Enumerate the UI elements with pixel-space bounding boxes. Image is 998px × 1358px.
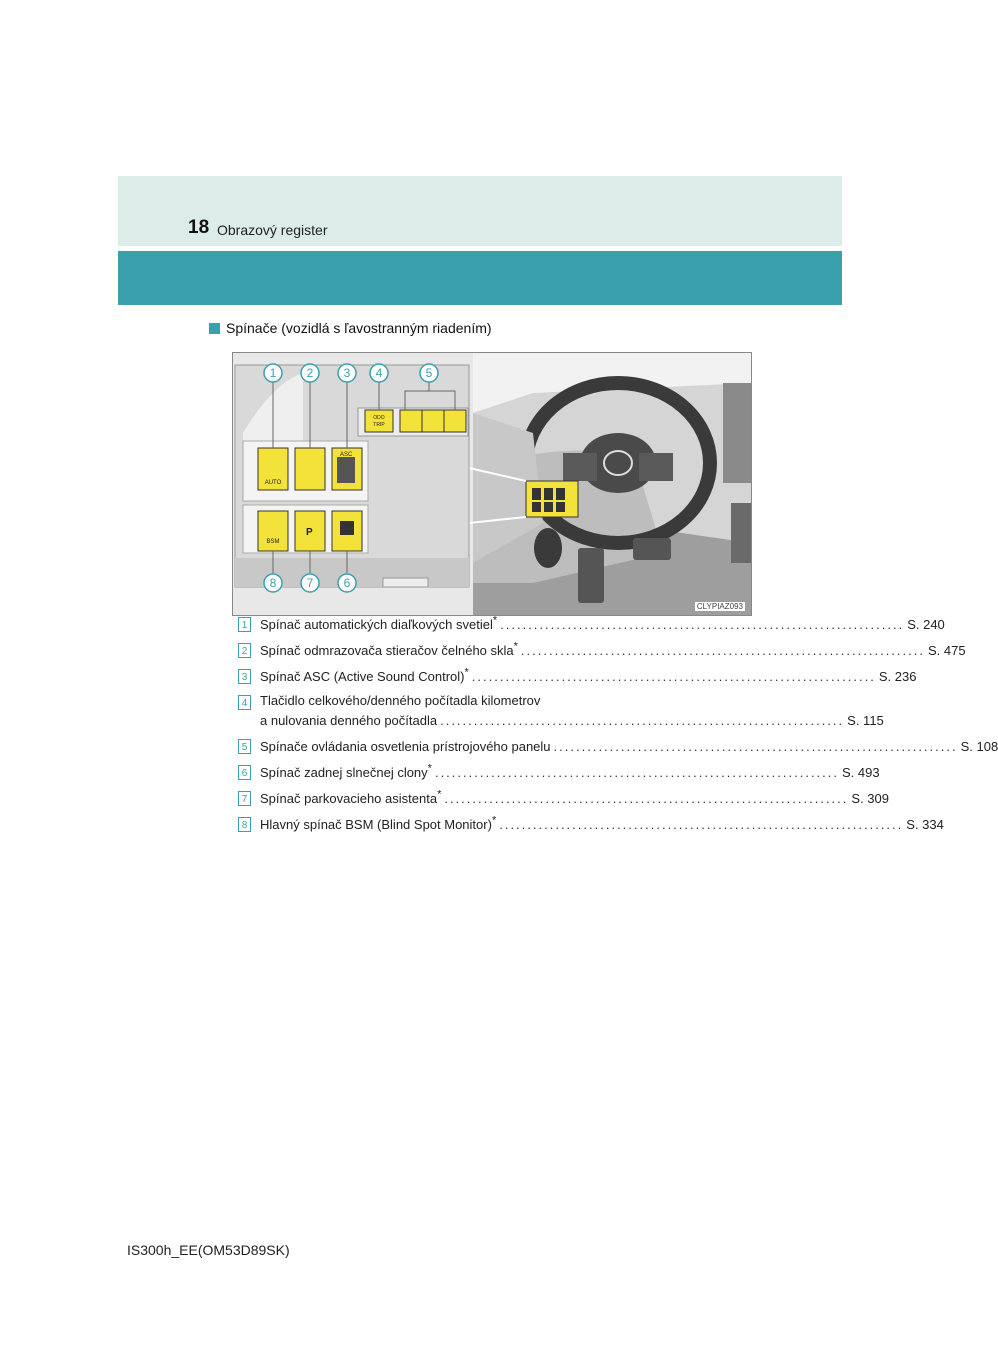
item-label-line1: Tlačidlo celkového/denného počítadla kilometrov [260, 693, 541, 708]
item-number: 7 [238, 791, 251, 806]
callout-7: 7 [306, 576, 314, 590]
item-label-text: Spínače ovládania osvetlenia prístrojového panelu [260, 739, 551, 754]
leader-dots: ........................................................................ [553, 739, 958, 754]
item-label-text: Spínač zadnej slnečnej clony [260, 765, 428, 780]
illustration-svg [233, 353, 751, 615]
item-label-text: Hlavný spínač BSM (Blind Spot Monitor) [260, 817, 492, 832]
page-title: Obrazový register [217, 222, 328, 238]
item-label [260, 713, 437, 728]
asterisk: * [427, 762, 432, 775]
item-label-text: Spínač parkovacieho asistenta [260, 791, 438, 806]
callout-6: 6 [343, 576, 351, 590]
footer-model-code: IS300h_EE(OM53D89SK) [127, 1242, 290, 1258]
asterisk: * [513, 640, 518, 653]
item-label [260, 640, 518, 658]
section-heading-text: Spínače (vozidlá s ľavostranným riadením) [226, 320, 492, 336]
item-label [260, 739, 551, 754]
callout-5: 5 [425, 366, 433, 380]
item-label [260, 788, 442, 806]
leader-dots: ........................................................................ [434, 765, 840, 780]
odo-label: ODO [373, 415, 385, 421]
item-page-link[interactable]: S. 493 [842, 765, 880, 780]
item-number: 4 [238, 695, 251, 710]
item-number: 6 [238, 765, 251, 780]
section-heading [209, 320, 492, 336]
callout-3: 3 [343, 366, 351, 380]
item-label [260, 614, 498, 632]
leader-dots: ........................................................................ [520, 643, 925, 658]
callout-8: 8 [269, 576, 277, 590]
list-item [238, 762, 880, 783]
asc-label: ASC [340, 452, 353, 458]
list-item [238, 739, 998, 757]
leader-dots: ........................................................................ [440, 713, 845, 728]
item-label [260, 666, 469, 684]
item-page-link[interactable]: S. 236 [878, 669, 917, 684]
item-number: 8 [238, 817, 251, 832]
item-page-link[interactable]: S. 309 [851, 791, 889, 806]
item-page-link[interactable]: S. 334 [906, 817, 944, 832]
list-item [238, 666, 917, 687]
switches-illustration [232, 352, 752, 616]
figure-code: CLYPIAZ093 [696, 602, 743, 611]
bsm-label: BSM [266, 539, 280, 545]
trip-label: TRIP [373, 422, 385, 428]
item-label-text: Spínač ASC (Active Sound Control) [260, 669, 465, 684]
leader-dots: ........................................................................ [500, 617, 905, 632]
item-number: 2 [238, 643, 251, 658]
asterisk: * [492, 614, 498, 627]
list-item [238, 788, 889, 809]
leader-dots: ........................................................................ [471, 669, 876, 684]
list-item [238, 640, 966, 661]
list-item [238, 814, 944, 835]
item-page-link[interactable]: S. 475 [927, 643, 966, 658]
auto-label: AUTO [264, 480, 282, 486]
leader-dots: ........................................................................ [499, 817, 904, 832]
item-number: 5 [238, 739, 251, 754]
item-number: 3 [238, 669, 251, 684]
item-page-link[interactable]: S. 240 [907, 617, 945, 632]
item-label-text: a nulovania denného počítadla [260, 713, 438, 728]
section-bar [118, 251, 842, 305]
asterisk: * [491, 814, 497, 827]
leader-dots: ........................................................................ [444, 791, 849, 806]
asterisk: * [464, 666, 469, 679]
callout-2: 2 [306, 366, 314, 380]
item-label-text: Spínač automatických diaľkových svetiel [260, 617, 493, 632]
item-number: 1 [238, 617, 251, 632]
page-number: 18 [188, 217, 210, 238]
callout-4: 4 [375, 366, 383, 380]
list-item [238, 693, 884, 731]
square-bullet-icon [209, 323, 220, 334]
item-page-link[interactable]: S. 108 [960, 739, 998, 754]
p-label: P [306, 527, 313, 538]
item-label [260, 762, 432, 780]
list-item [238, 614, 945, 635]
item-label [260, 814, 497, 832]
item-label-text: Spínač odmrazovača stieračov čelného skla [260, 643, 514, 658]
asterisk: * [437, 788, 442, 801]
item-page-link[interactable]: S. 115 [847, 713, 884, 728]
callout-1: 1 [269, 366, 277, 380]
